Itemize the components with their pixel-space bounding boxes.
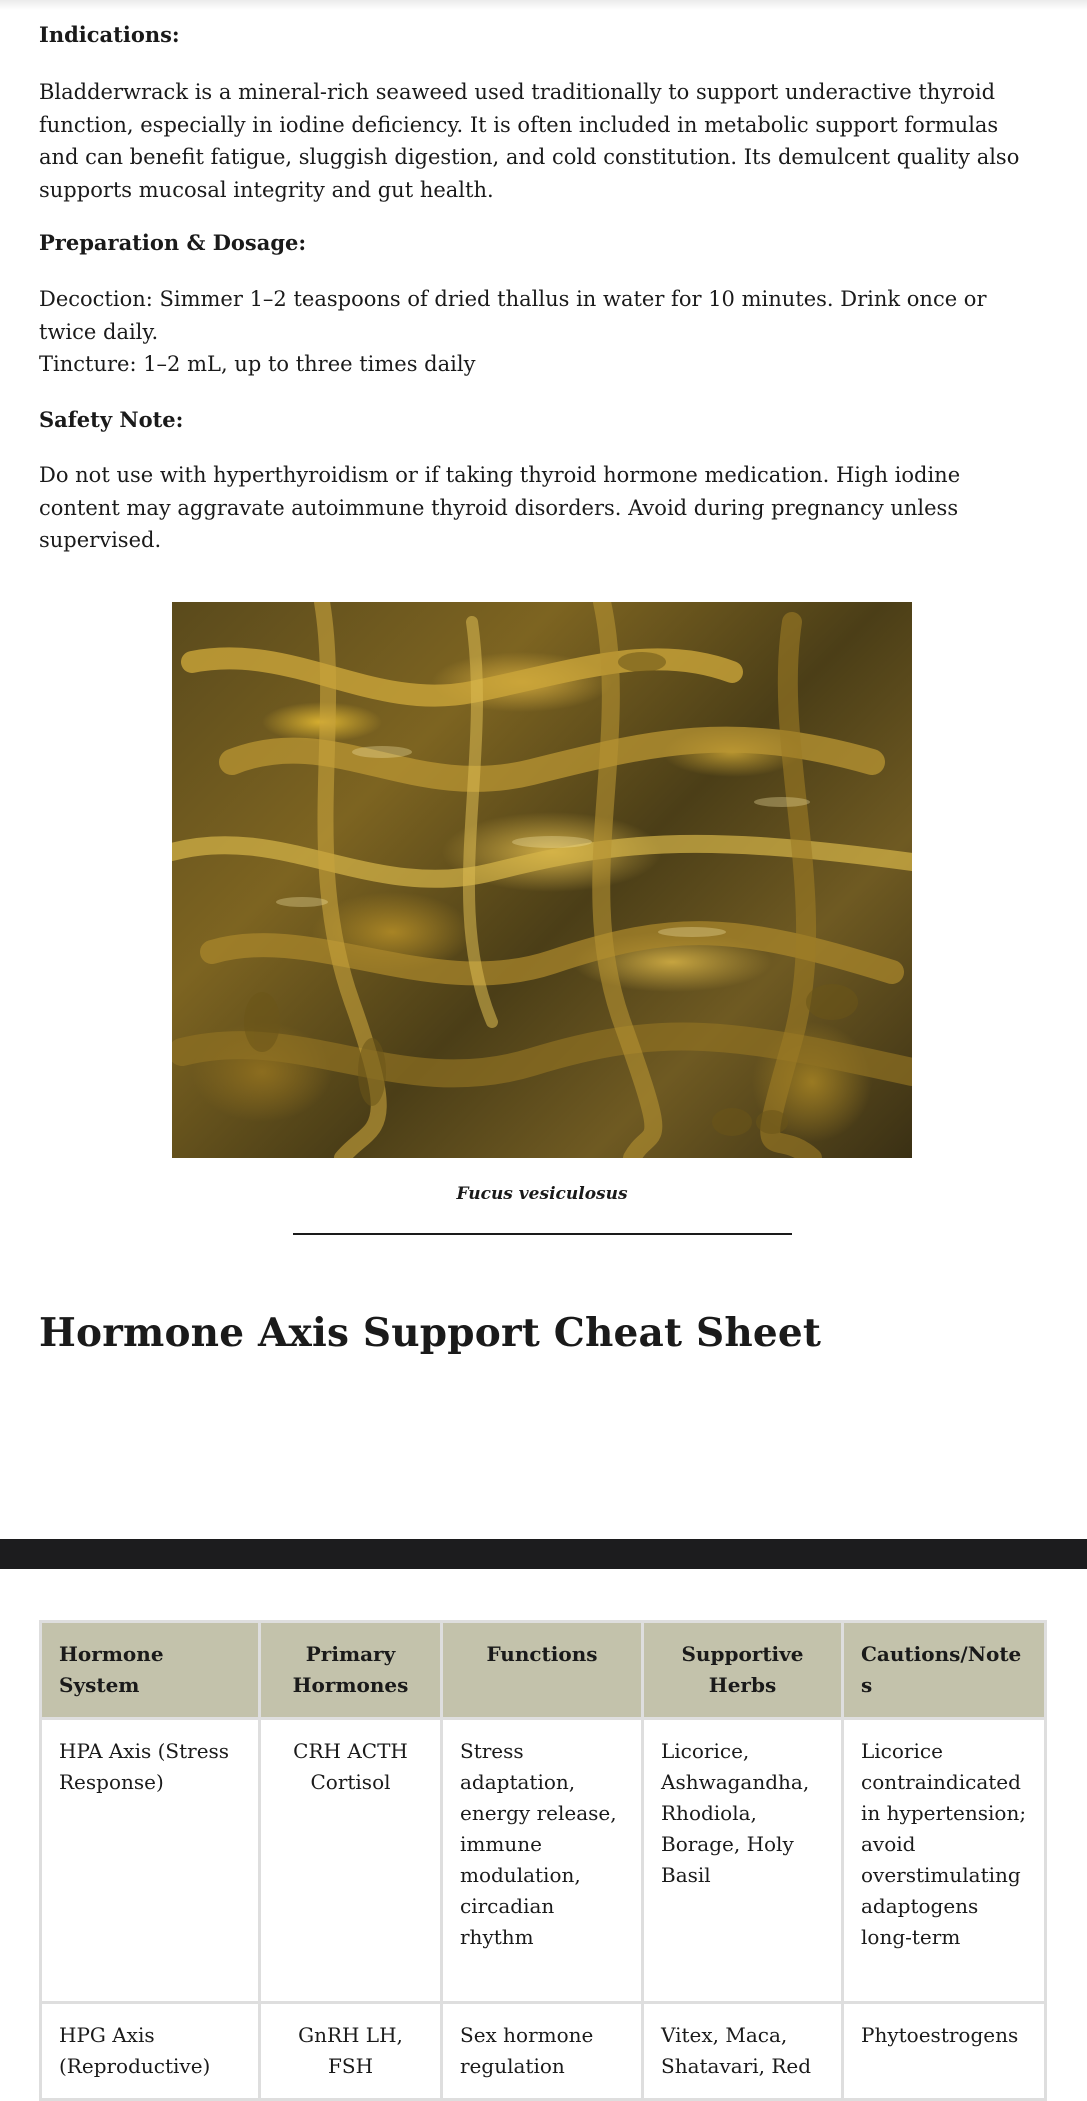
- seaweed-photo: [172, 602, 912, 1158]
- seaweed-illustration: [172, 602, 912, 1158]
- header-hormone-system: Hormone System: [41, 1622, 260, 1719]
- cell-functions: Sex hormone regulation: [442, 2003, 643, 2100]
- safety-label: Safety Note:: [39, 407, 184, 432]
- table-row: [41, 2003, 1046, 2100]
- preparation-text: [39, 283, 1044, 381]
- cell-cautions: Licorice contraindicated in hypertension; avoid overstimulating adaptogens long-term: [843, 1719, 1046, 2003]
- tincture-line: Tincture: 1–2 mL, up to three times daily: [39, 352, 476, 376]
- header-supportive-herbs: Supportive Herbs: [643, 1622, 843, 1719]
- indications-label: Indications:: [39, 22, 180, 47]
- cheat-sheet-title: Hormone Axis Support Cheat Sheet: [39, 1310, 822, 1356]
- preparation-label: Preparation & Dosage:: [39, 230, 307, 255]
- cell-functions: Stress adaptation, energy release, immune modulation, circadian rhythm: [442, 1719, 643, 2003]
- header-functions: Functions: [442, 1622, 643, 1719]
- cell-herbs: Licorice, Ashwagandha, Rhodiola, Borage, Holy Basil: [643, 1719, 843, 2003]
- top-shadow: [0, 0, 1087, 10]
- cell-cautions: Phytoestrogens: [843, 2003, 1046, 2100]
- section-divider: [293, 1233, 792, 1235]
- header-primary-hormones: Primary Hormones: [260, 1622, 442, 1719]
- cell-herbs: Vitex, Maca, Shatavari, Red: [643, 2003, 843, 2100]
- cell-system: HPA Axis (Stress Response): [41, 1719, 260, 2003]
- hormone-table: [39, 1620, 1047, 2101]
- table-header-row: [41, 1622, 1046, 1719]
- decoction-line: Decoction: Simmer 1–2 teaspoons of dried thallus in water for 10 minutes. Drink once or twice daily.: [39, 287, 987, 344]
- cell-hormones: CRH ACTH Cortisol: [260, 1719, 442, 2003]
- safety-text: Do not use with hyperthyroidism or if taking thyroid hormone medication. High iodine content may aggravate autoimmune thyroid disorders. Avoid during pregnancy unless supervised.: [39, 463, 961, 552]
- table-row: [41, 1719, 1046, 2003]
- photo-caption: Fucus vesiculosus: [456, 1184, 628, 1204]
- cell-system: HPG Axis (Reproductive): [41, 2003, 260, 2100]
- dark-banner: [0, 1539, 1087, 1569]
- indications-text: Bladderwrack is a mineral-rich seaweed used traditionally to support underactive thyroid function, especially in iodine deficiency. It is often included in metabolic support formulas and can benefit fatigue, sluggish digestion, and cold constitution. Its demulcent quality also supports mucosal integrity and gut health.: [39, 80, 1020, 202]
- cell-hormones: GnRH LH, FSH: [260, 2003, 442, 2100]
- header-cautions: Cautions/Notes: [843, 1622, 1046, 1719]
